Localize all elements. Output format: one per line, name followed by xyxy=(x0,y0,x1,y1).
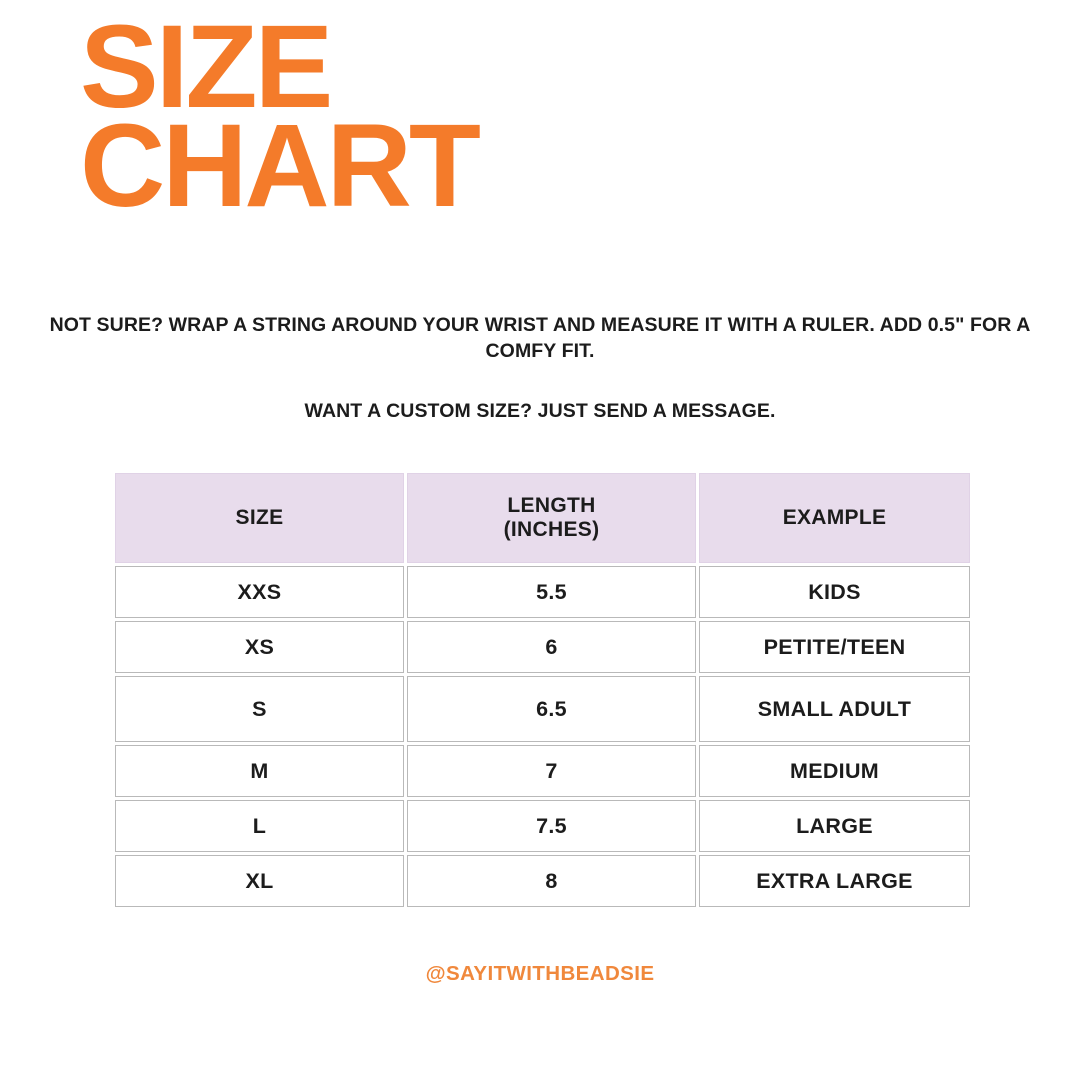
social-handle: @SAYITWITHBEADSIE xyxy=(425,962,655,985)
column-header-example-label: EXAMPLE xyxy=(782,505,887,529)
intro-paragraph-measuring-line-2: COMFY FIT. xyxy=(485,340,595,363)
cell-length: 7.5 xyxy=(407,800,696,852)
cell-example: MEDIUM xyxy=(699,745,970,797)
table-row xyxy=(115,566,970,618)
cell-size: XL xyxy=(115,855,404,907)
cell-length: 8 xyxy=(407,855,696,907)
table-row xyxy=(115,676,970,742)
size-table-body xyxy=(115,566,970,907)
cell-length: 6 xyxy=(407,621,696,673)
cell-length: 7 xyxy=(407,745,696,797)
cell-size: M xyxy=(115,745,404,797)
column-header-example xyxy=(699,473,970,563)
intro-paragraph-measuring xyxy=(10,312,1070,365)
table-row xyxy=(115,855,970,907)
table-row xyxy=(115,621,970,673)
table-row xyxy=(115,800,970,852)
column-header-size xyxy=(115,473,404,563)
cell-size: L xyxy=(115,800,404,852)
size-table xyxy=(112,470,973,910)
cell-size: XS xyxy=(115,621,404,673)
cell-example: LARGE xyxy=(699,800,970,852)
size-table-container xyxy=(112,470,970,910)
column-header-length-unit: (INCHES) xyxy=(503,518,600,541)
table-row xyxy=(115,745,970,797)
page-title-line-2: CHART xyxy=(80,100,478,233)
page-title xyxy=(80,1,720,233)
intro-paragraph-measuring-line-1: NOT SURE? WRAP A STRING AROUND YOUR WRIST AND MEASURE IT WITH A RULER. ADD 0.5" FOR A xyxy=(49,314,1031,336)
cell-example: SMALL ADULT xyxy=(699,676,970,742)
cell-length: 6.5 xyxy=(407,676,696,742)
cell-example: KIDS xyxy=(699,566,970,618)
column-header-size-label: SIZE xyxy=(235,505,284,529)
cell-size: XXS xyxy=(115,566,404,618)
table-header-row xyxy=(115,473,970,563)
cell-length: 5.5 xyxy=(407,566,696,618)
page-title-line-1: SIZE xyxy=(80,1,331,133)
cell-example: EXTRA LARGE xyxy=(699,855,970,907)
size-table-head xyxy=(115,473,970,563)
column-header-length-label: LENGTH xyxy=(507,493,596,517)
cell-example: PETITE/TEEN xyxy=(699,621,970,673)
column-header-length xyxy=(407,473,696,563)
intro-paragraph-custom-size: WANT A CUSTOM SIZE? JUST SEND A MESSAGE. xyxy=(304,400,776,422)
cell-size: S xyxy=(115,676,404,742)
